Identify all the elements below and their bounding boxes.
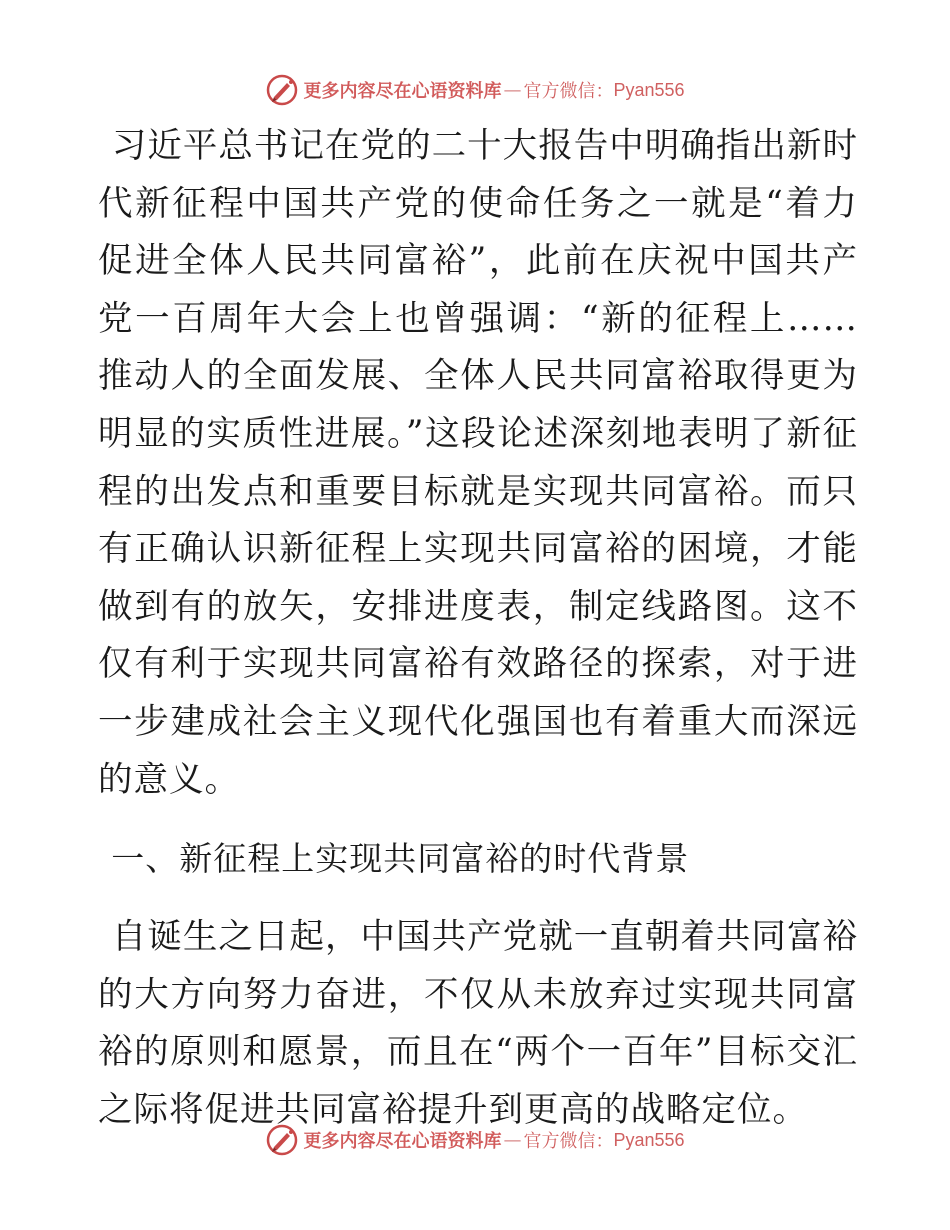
watermark-main-text: 更多内容尽在心语资料库 [303, 1131, 502, 1152]
pen-logo-icon [265, 73, 299, 107]
watermark-footer [0, 1120, 950, 1160]
section-heading: 一、新征程上实现共同富裕的时代背景 [111, 839, 690, 879]
watermark-wechat-id: Pyan556 [613, 1129, 685, 1150]
watermark-dash: — [503, 79, 522, 101]
watermark-official-label: 官方微信： [523, 1131, 614, 1152]
watermark-official-label: 官方微信： [523, 81, 614, 102]
watermark-header [0, 70, 950, 110]
watermark-wechat-id: Pyan556 [613, 79, 685, 100]
watermark-dash: — [503, 1129, 522, 1151]
watermark-main-text: 更多内容尽在心语资料库 [303, 81, 502, 102]
pen-logo-icon [265, 1123, 299, 1157]
paragraph-intro: 习近平总书记在党的二十大报告中明确指出新时代新征程中国共产党的使命任务之一就是“着力促进全体人民共同富裕”，此前在庆祝中国共产党一百周年大会上也曾强调：“新的征程上……推动人的全面发展、全体人民共同富裕取得更为明显的实质性进展。”这段论述深刻地表明了新征程的出发点和重要目标就是实现共同富裕。而只有正确认识新征程上实现共同富裕的困境，才能做到有的放矢，安排进度表，制定线路图。这不仅有利于实现共同富裕有效路径的探索，对于进一步建成社会主义现代化强国也有着重大而深远的意义。 [98, 126, 858, 800]
paragraph-background: 自诞生之日起，中国共产党就一直朝着共同富裕的大方向努力奋进，不仅从未放弃过实现共同富裕的原则和愿景，而且在“两个一百年”目标交汇之际将促进共同富裕提升到更高的战略定位。 [98, 917, 858, 1130]
document-body [98, 118, 858, 1140]
